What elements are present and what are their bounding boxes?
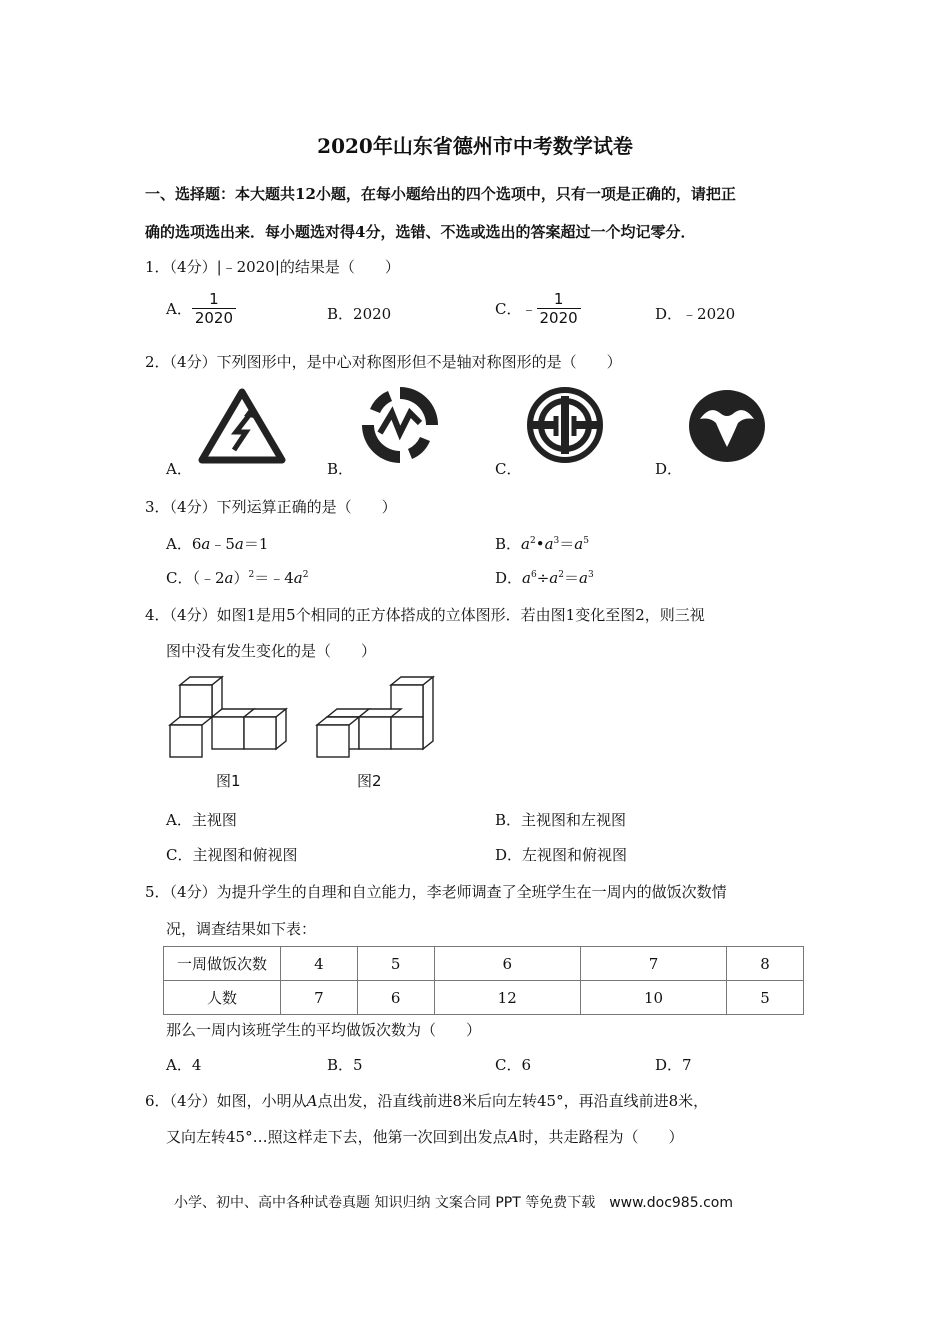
q1-stem: 1．（4分）|﹣2020|的结果是（ ） [145, 258, 400, 276]
q2-stem: 2．（4分）下列图形中，是中心对称图形但不是轴对称图形的是（ ） [145, 353, 622, 371]
section-header-line1: 一、选择题：本大题共12小题，在每小题给出的四个选项中，只有一项是正确的，请把正 [145, 185, 736, 203]
q5-option-a: A．4 [166, 1056, 202, 1074]
table-header-cell: 人数 [164, 981, 281, 1015]
q4-option-b: B．主视图和左视图 [495, 811, 627, 829]
q5-option-b: B．5 [327, 1056, 363, 1074]
q2-option-b: B． [327, 460, 354, 478]
page-footer: 小学、初中、高中各种试卷真题 知识归纳 文案合同 PPT 等免费下载 www.doc985.com [174, 1195, 733, 1211]
q6-stem-line2: 又向左转45°…照这样走下去，他第一次回到出发点A时，共走路程为（ ） [166, 1128, 684, 1146]
q3-option-a: A．6a﹣5a＝1 [166, 535, 269, 553]
q3-option-d: D．$a^6\div a^2=a^3$ [495, 569, 594, 587]
table-cell: 7 [281, 981, 358, 1015]
table-cell: 5 [727, 981, 804, 1015]
q2-option-d: D． [655, 460, 683, 478]
table-cell: 6 [434, 947, 580, 981]
q4-option-a: A．主视图 [166, 811, 237, 829]
q4-option-c: C．主视图和俯视图 [166, 846, 298, 864]
q2-option-c: C． [495, 460, 522, 478]
table-cell: 6 [357, 981, 434, 1015]
railway-logo-figure [526, 386, 604, 464]
q4-option-d: D．左视图和俯视图 [495, 846, 628, 864]
q5-stem-line1: 5．（4分）为提升学生的自理和自立能力，李老师调查了全班学生在一周内的做饭次数情 [145, 883, 727, 901]
figure-1-label: 图1 [216, 772, 241, 790]
table-row [164, 947, 804, 981]
table-cell: 7 [580, 947, 726, 981]
q6-stem-line1: 6．（4分）如图，小明从A点出发，沿直线前进8米后向左转45°，再沿直线前进8米， [145, 1092, 709, 1110]
q5-option-c: C．6 [495, 1056, 532, 1074]
q4-stem-line2: 图中没有发生变化的是（ ） [166, 642, 377, 660]
table-header-cell: 一周做饭次数 [164, 947, 281, 981]
figure-2-label: 图2 [357, 772, 382, 790]
q1-option-b: B．2020 [327, 305, 392, 323]
q5-stem-line2: 况，调查结果如下表： [166, 920, 317, 938]
warning-triangle-figure [198, 388, 286, 464]
q5-option-d: D．7 [655, 1056, 692, 1074]
cube-figure-2 [312, 672, 442, 762]
q3-option-b: B．$a^2•a^3=a^5$ [495, 535, 589, 553]
table-cell: 4 [281, 947, 358, 981]
heart-circle-figure [686, 387, 768, 465]
q5-question: 那么一周内该班学生的平均做饭次数为（ ） [166, 1021, 482, 1039]
table-cell: 8 [727, 947, 804, 981]
q3-option-c: C．$(﹣2a)^2=﹣4a^2$ [166, 569, 309, 587]
q2-option-a: A． [166, 460, 192, 478]
page-title: 2020年山东省德州市中考数学试卷 [317, 134, 633, 158]
table-cell: 12 [434, 981, 580, 1015]
cooking-frequency-table [163, 946, 804, 1015]
swirl-logo-figure [358, 383, 442, 467]
q1-option-c: C．﹣ $\frac{1}{2020}$ [495, 290, 581, 327]
section-header-line2: 确的选项选出来．每小题选对得4分，选错、不选或选出的答案超过一个均记零分． [145, 223, 696, 241]
table-row [164, 981, 804, 1015]
q1-option-a: A． $\frac{1}{2020}$ [166, 290, 236, 327]
q3-stem: 3．（4分）下列运算正确的是（ ） [145, 498, 397, 516]
table-cell: 5 [357, 947, 434, 981]
table-cell: 10 [580, 981, 726, 1015]
q4-stem-line1: 4．（4分）如图1是用5个相同的正方体搭成的立体图形．若由图1变化至图2，则三视 [145, 606, 705, 624]
q1-option-d: D．﹣2020 [655, 305, 736, 323]
cube-figure-1 [165, 672, 295, 762]
